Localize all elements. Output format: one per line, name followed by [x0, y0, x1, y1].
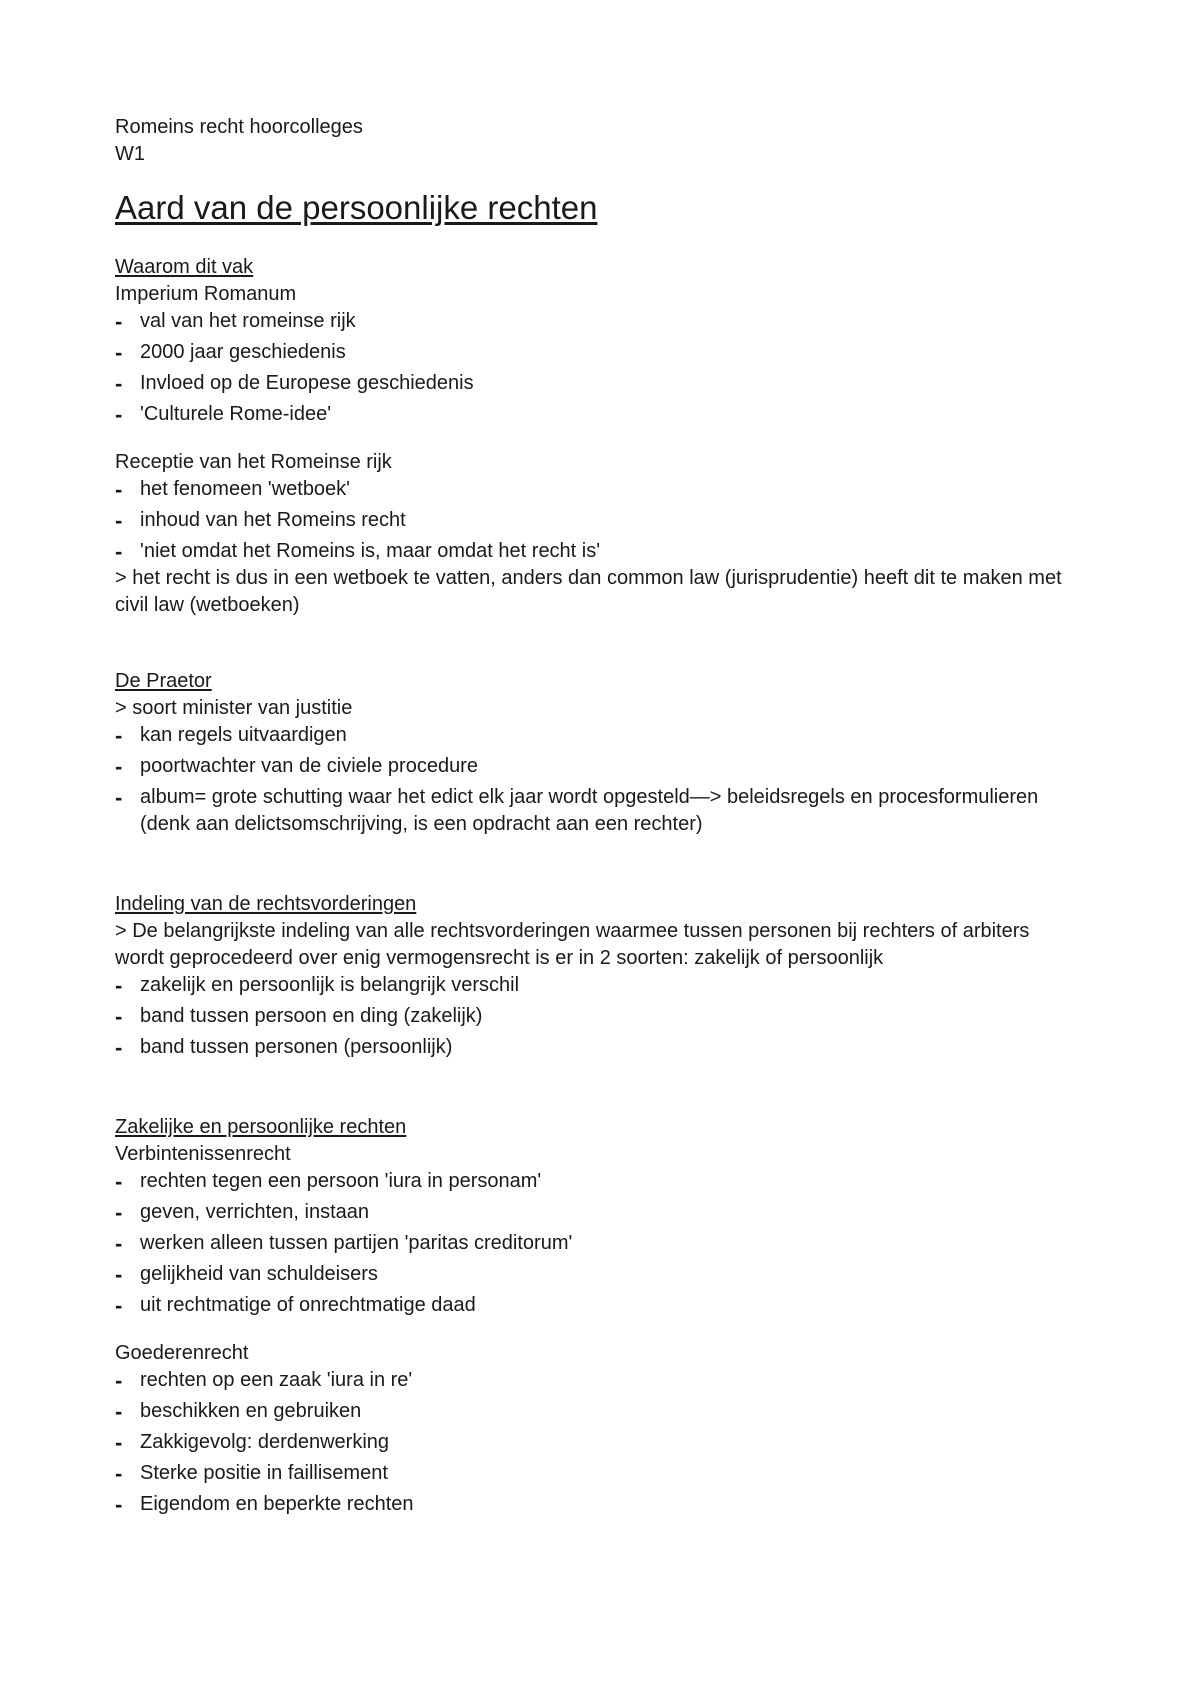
list-item: - 'niet omdat het Romeins is, maar omdat het recht is': [115, 538, 1075, 565]
list-indeling: [115, 972, 1075, 1061]
list-item: - Eigendom en beperkte rechten: [115, 1491, 1075, 1518]
section-heading-indeling: Indeling van de rechtsvorderingen: [115, 893, 417, 915]
spacer: [115, 432, 1075, 449]
list-item: - rechten op een zaak 'iura in re': [115, 1367, 1075, 1394]
list-item: - 'Culturele Rome-idee': [115, 401, 1075, 428]
list-item: - het fenomeen 'wetboek': [115, 476, 1075, 503]
section-subintro-receptie: Receptie van het Romeinse rijk: [115, 451, 392, 473]
section-heading-zakelijke: Zakelijke en persoonlijke rechten: [115, 1116, 407, 1138]
document-content: [115, 114, 1075, 1522]
list-item: - zakelijk en persoonlijk is belangrijk verschil: [115, 972, 1075, 999]
section-note-praetor: > soort minister van justitie: [115, 697, 353, 719]
list-item: - band tussen persoon en ding (zakelijk): [115, 1003, 1075, 1030]
spacer: [115, 1065, 1075, 1114]
section-subintro-goederen: Goederenrecht: [115, 1342, 249, 1364]
list-goederen: [115, 1367, 1075, 1518]
list-item: - gelijkheid van schuldeisers: [115, 1261, 1075, 1288]
section-intro-verbintenissen: Verbintenissenrecht: [115, 1143, 291, 1165]
section-heading-praetor: De Praetor: [115, 670, 212, 692]
spacer: [115, 1323, 1075, 1340]
list-item: - Invloed op de Europese geschiedenis: [115, 370, 1075, 397]
spacer: [115, 619, 1075, 668]
list-item: - Zakkigevolg: derdenwerking: [115, 1429, 1075, 1456]
week-label: W1: [115, 143, 145, 165]
section-note-waarom: > het recht is dus in een wetboek te vatten, anders dan common law (jurisprudentie) heeft dit te maken met civil law (wetboeken): [115, 567, 1062, 616]
section-intro-waarom: Imperium Romanum: [115, 283, 297, 305]
list-item: - inhoud van het Romeins recht: [115, 507, 1075, 534]
list-item: - rechten tegen een persoon 'iura in personam': [115, 1168, 1075, 1195]
list-item: - kan regels uitvaardigen: [115, 722, 1075, 749]
list-item: - werken alleen tussen partijen 'paritas creditorum': [115, 1230, 1075, 1257]
list-item: - geven, verrichten, instaan: [115, 1199, 1075, 1226]
list-item: - album= grote schutting waar het edict elk jaar wordt opgesteld—> beleidsregels en procesformulieren (denk aan delictsomschrijving, is een opdracht aan een rechter): [115, 784, 1075, 838]
list-waarom: [115, 308, 1075, 428]
list-item: - 2000 jaar geschiedenis: [115, 339, 1075, 366]
page-title: Aard van de persoonlijke rechten: [115, 189, 598, 226]
course-title: Romeins recht hoorcolleges: [115, 116, 363, 138]
section-note-indeling: > De belangrijkste indeling van alle rechtsvorderingen waarmee tussen personen bij rechters of arbiters wordt geprocedeerd over enig vermogensrecht is er in 2 soorten: zakelijk of persoonlijk: [115, 920, 1030, 969]
list-praetor: [115, 722, 1075, 838]
section-heading-waarom: Waarom dit vak: [115, 256, 254, 278]
list-receptie: [115, 476, 1075, 565]
list-verbintenissen: [115, 1168, 1075, 1319]
spacer: [115, 842, 1075, 891]
list-item: - beschikken en gebruiken: [115, 1398, 1075, 1425]
list-item: - poortwachter van de civiele procedure: [115, 753, 1075, 780]
list-item: - Sterke positie in faillisement: [115, 1460, 1075, 1487]
list-item: - band tussen personen (persoonlijk): [115, 1034, 1075, 1061]
list-item: - uit rechtmatige of onrechtmatige daad: [115, 1292, 1075, 1319]
list-item: - val van het romeinse rijk: [115, 308, 1075, 335]
